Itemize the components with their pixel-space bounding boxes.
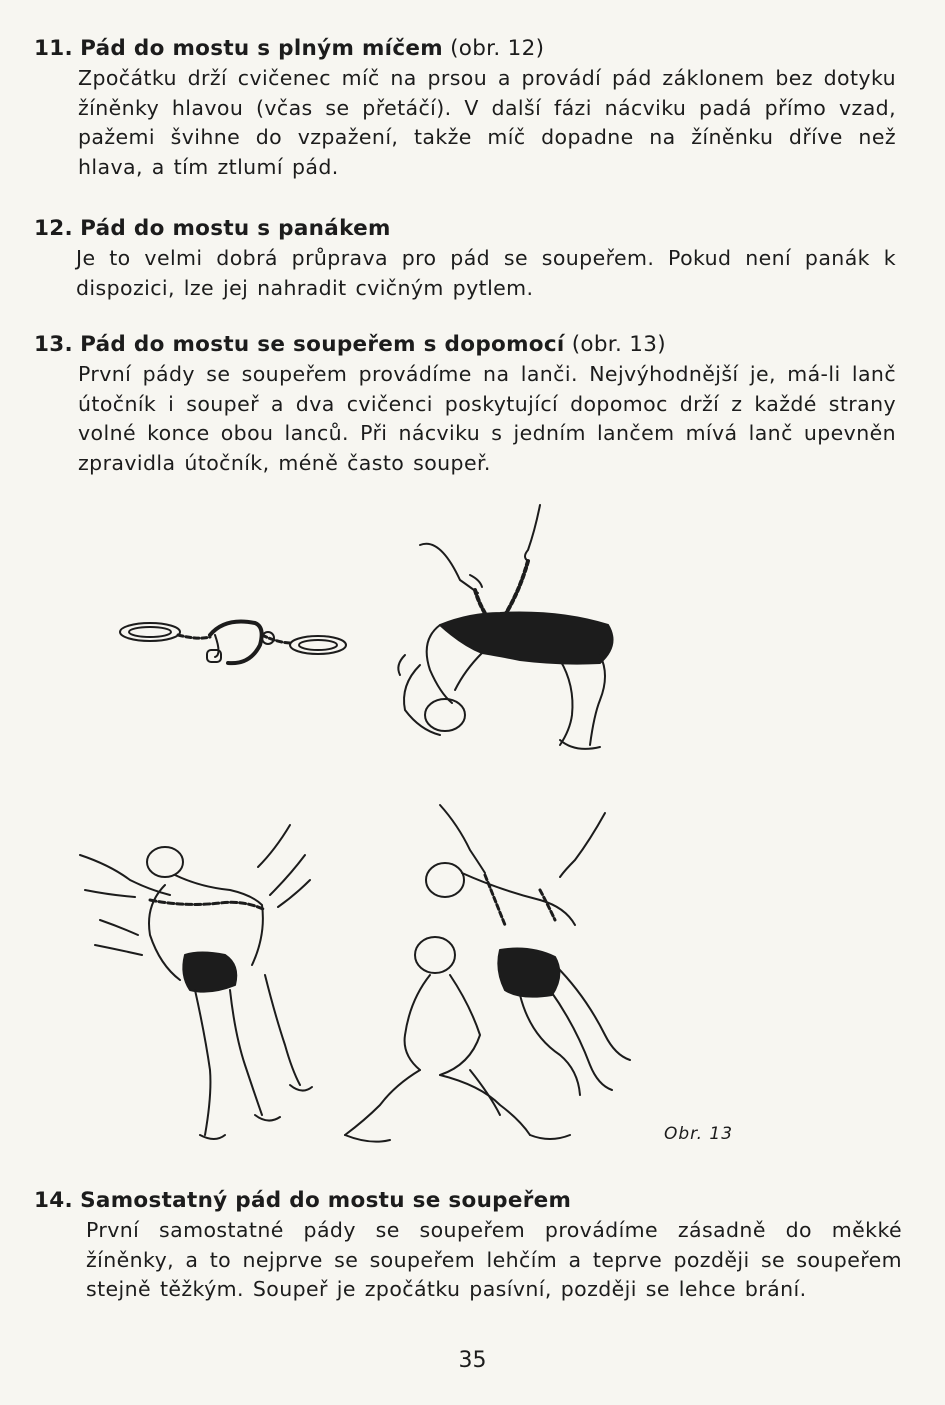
section-number: 13. xyxy=(34,332,73,357)
bridge-figure xyxy=(398,505,612,749)
figure-illustration xyxy=(0,495,945,1165)
figure-reference: (obr. 12) xyxy=(450,36,545,61)
section-body: Je to velmi dobrá průprava pro pád se soupeřem. Pokud není panák k dispozici, lze jej nahradit cvičným pytlem. xyxy=(76,246,896,300)
section-11 xyxy=(34,34,896,182)
assisted-fall-left-group xyxy=(80,825,312,1139)
figure-reference: (obr. 13) xyxy=(571,332,666,357)
section-title: Pád do mostu s panákem xyxy=(80,216,391,241)
section-heading xyxy=(34,330,896,360)
section-title: Pád do mostu s plným míčem xyxy=(80,36,443,61)
belt-illustration xyxy=(120,622,346,664)
section-body: První samostatné pády se soupeřem provádíme zásadně do měkké žíněnky, a to nejprve se soupeřem lehčím a teprve později se soupeřem stejně těžkým. Soupeř je zpočátku pasívní, později se lehce brání. xyxy=(86,1218,902,1301)
page-number: 35 xyxy=(458,1348,487,1373)
assisted-fall-right-group xyxy=(345,805,630,1142)
section-body: První pády se soupeřem provádíme na lanči. Nejvýhodnější je, má-li lanč útočník i soupeř a dva cvičenci poskytující dopomoc drží z každé strany volné konce obou lanců. Při nácviku s jedním lančem mívá lanč upevněn zpravidla útočník, méně často soupeř. xyxy=(78,362,896,475)
figure-caption: Obr. 13 xyxy=(664,1124,734,1144)
section-title: Samostatný pád do mostu se soupeřem xyxy=(80,1188,572,1213)
section-14 xyxy=(34,1186,902,1305)
section-12 xyxy=(34,214,896,303)
section-number: 14. xyxy=(34,1188,73,1213)
section-body: Zpočátku drží cvičenec míč na prsou a provádí pád záklonem bez dotyku žíněnky hlavou (včas se přetáčí). V další fázi nácviku padá přímo vzad, pažemi švihne do vzpažení, takže míč dopadne na žíněnku dříve než hlava, a tím ztlumí pád. xyxy=(78,66,896,179)
section-number: 11. xyxy=(34,36,73,61)
section-title: Pád do mostu se soupeřem s dopomocí xyxy=(80,332,565,357)
section-heading xyxy=(34,34,896,64)
section-heading xyxy=(34,1186,902,1216)
section-13 xyxy=(34,330,896,478)
section-heading xyxy=(34,214,896,244)
section-number: 12. xyxy=(34,216,73,241)
